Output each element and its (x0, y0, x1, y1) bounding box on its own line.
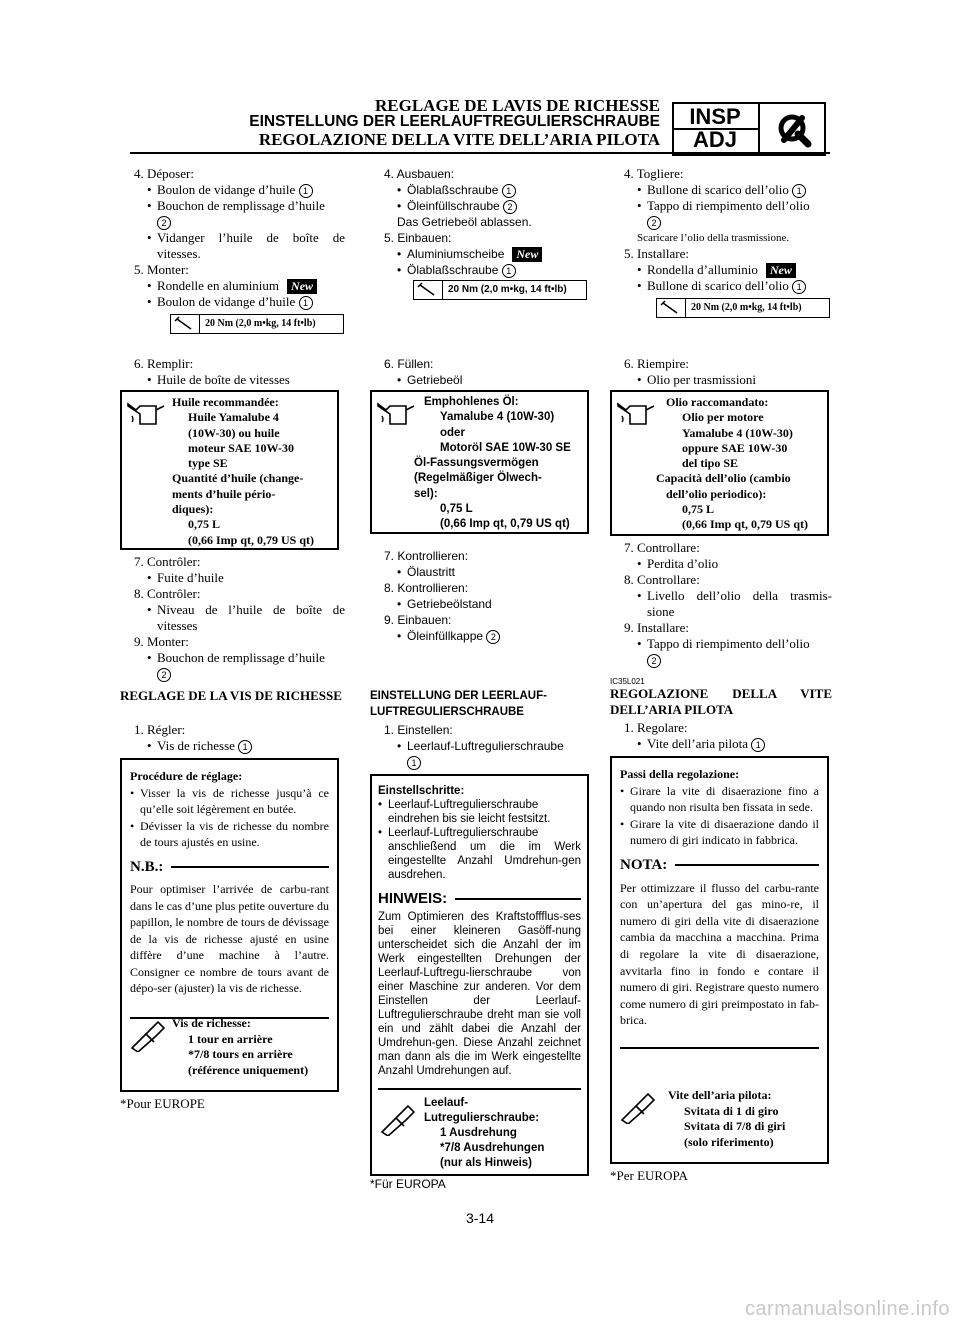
list-item: • Livello dell’olio della trasmis-sione (647, 588, 832, 620)
list-item: • Perdita d’olio (647, 556, 832, 572)
watermark: carmanualsonline.info (744, 1298, 950, 1320)
list-item: • Öleinfüllschraube 2 (407, 198, 592, 214)
step-note: Das Getriebeöl ablassen. (397, 215, 532, 229)
step-5: 5. Einbauen: (384, 231, 452, 245)
reference-code: IC35L021 (610, 677, 645, 686)
screwdriver-icon (128, 1018, 168, 1052)
note-text: Zum Optimieren des Kraftstoffflus-ses bei einer kleineren Gasöff-nung unterscheidet sich die Anzahl der im Werk eingestellten Drehungen der Leerlauf-Luftregu-lierschraube von einer Maschine zur anderen. Vor dem Einstellen der Leerlauf-Luftregulierschraube dreht man sie voll ein und zählt dabei die Anzahl der Umdrehun-gen. Diese Anzahl zeichnet man dann als die im Werk eingestellte Anzahl Umdrehungen auf. (378, 911, 581, 1077)
footnote: *Pour EUROPE (120, 1096, 205, 1111)
list-item: • Niveau de l’huile de boîte de vitesses (157, 602, 345, 634)
step-4: 4. Déposer: (134, 166, 194, 181)
list-item: • Tappo di riempimento dell’olio 2 (647, 636, 832, 668)
spec-panel: Vite dell’aria pilota: Svitata di 1 di giro Svitata di 7/8 di giri (solo riferimento) (612, 1084, 827, 1160)
footnote: *Für EUROPA (370, 1177, 446, 1191)
step-8: 8. Controllare: (624, 572, 700, 587)
step-9: 9. Monter: (134, 634, 189, 649)
procedure-box: Procédure de réglage: • Visser la vis de richesse jusqu’à ce qu’elle soit légèrement en butée. • Dévisser la vis de richesse du nombre de tours ajustés en usine. N.B.: Pour optimiser l’arrivée de carbu-rant dans le cas d’une plus petite ouverture du papillon, le nombre de tours de dévissage de la vis de richesse ajusté en usine diffère d’une machine à l’autre. Consigner ce nombre de tours avant de dépo-ser (ajuster) la vis de richesse. Vis de richesse: 1 tour en arrière *7/8 tours en arrière (référence uniquement) (120, 758, 339, 1092)
list-item: • Olio per trasmissioni (647, 372, 832, 388)
adjust-step: 1. Régler: (134, 722, 186, 737)
section-heading: EINSTELLUNG DER LEERLAUF-LUFTREGULIERSCHRAUBE (370, 690, 547, 718)
page-number: 3-14 (465, 1210, 495, 1226)
list-item: • Boulon de vidange d’huile 1 (157, 182, 345, 198)
note-heading: N.B.: (130, 858, 164, 875)
note-text: Per ottimizzare il flusso del carbu-rante con un’apertura del gas mino-re, il numero di giri della vite di disaerazione cambia da macchina a macchina. Prima di regolare la vite di disaerazione, avvitarla fino in fondo e contare il numero di giri. Registrare questo numero come numero di giri preimpostato in fab-brica. (620, 880, 819, 1028)
list-item: • Vite dell’aria pilota 1 (647, 736, 832, 752)
list-item: • Vis de richesse 1 (157, 738, 345, 754)
list-item: • Boulon de vidange d’huile 1 (157, 294, 345, 310)
list-item: • Bouchon de remplissage d’huile 2 (157, 650, 345, 682)
list-item: • Ölablaßschraube 1 (407, 262, 592, 278)
note-text: Pour optimiser l’arrivée de carbu-rant dans le cas d’une plus petite ouverture du papillon, le nombre de tours de dévissage de la vis de richesse ajusté en usine diffère d’une machine à l’autre. Consigner ce nombre de tours avant de dépo-ser (ajuster) la vis de richesse. (130, 882, 329, 995)
badge-adj: ADJ (692, 127, 737, 152)
section-heading: REGOLAZIONE DELLA VITE DELL’ARIA PILOTA (610, 686, 832, 717)
list-item: • Aluminiumscheibe New (407, 246, 592, 262)
oil-spec-box: Huile recommandée: Huile Yamalube 4 (10W-30) ou huile moteur SAE 10W-30 type SE Quantité d’huile (change- ments d’huile pério- diques): 0,75 L (0,66 Imp qt, 0,79 US qt) (120, 390, 339, 550)
list-item: • Bouchon de remplissage d’huile 2 (157, 198, 345, 230)
screwdriver-icon (618, 1090, 658, 1124)
title-fr: REGLAGE DE LAVIS DE RICHESSE (375, 96, 660, 115)
step-8: 8. Kontrollieren: (384, 581, 469, 595)
procedure-box: Einstellschritte: • Leerlauf-Luftregulierschraube eindrehen bis sie leicht festsitzt. • Leerlauf-Luftregulierschraube anschließend um die im Werk eingestellte Anzahl Umdrehun-gen ausdrehen. HINWEIS: Zum Optimieren des Kraftstoffflus-ses bei einer kleineren Gasöff-nung unterscheidet sich die Anzahl der im Werk eingestellten Drehungen der Leerlauf-Luftregu-lierschraube von einer Maschine zur anderen. Vor dem Einstellen der Leerlauf-Luftregulierschraube dreht man sie voll ein und zählt dabei die Anzahl der Umdrehun-gen. Diese Anzahl zeichnet man dann als die im Werk eingestellte Anzahl Umdrehungen auf. Leelauf- Lutregulierschraube: 1 Ausdrehung *7/8 Ausdrehungen (nur als Hinweis) (370, 774, 589, 1176)
step-7: 7. Controllare: (624, 540, 700, 555)
step-9: 9. Einbauen: (384, 613, 452, 627)
list-item: • Bullone di scarico dell’olio 1 (647, 182, 832, 198)
list-item: • Rondelle en aluminium New (157, 278, 345, 294)
torque-spec: 20 Nm (2,0 m•kg, 14 ft•lb) (170, 314, 344, 334)
note-heading: HINWEIS: (378, 890, 448, 907)
footnote: *Per EUROPA (610, 1168, 688, 1183)
step-7: 7. Kontrollieren: (384, 549, 469, 563)
page-header (130, 94, 830, 156)
section-badge (672, 102, 826, 156)
step-4: 4. Togliere: (624, 166, 684, 181)
step-note: • Vidanger l’huile de boîte de vitesses. (157, 230, 345, 262)
step-6: 6. Füllen: (384, 357, 434, 371)
note-heading: NOTA: (620, 856, 668, 873)
list-item: • Huile de boîte de vitesses (157, 372, 345, 388)
oil-can-icon (126, 396, 166, 428)
list-item: • Fuite d’huile (157, 570, 345, 586)
oil-can-icon (376, 396, 416, 428)
procedure-box: Passi della regolazione: • Girare la vite di disaerazione fino a quando non risulta ben fissata in sede. • Girare la vite di disaerazione dando il numero di giri indicato in fabbrica. NOTA: Per ottimizzare il flusso del carbu-rante con un’apertura del gas mino-re, il numero di giri della vite di disaerazione cambia da macchina a macchina. Prima di regolare la vite di disaerazione, avvitarla fino in fondo e contare il numero di giri. Registrare questo numero come numero di giri preimpostato in fab-brica. Vite dell’aria pilota: Svitata di 1 di giro Svitata di 7/8 di giri (solo riferimento) (610, 756, 829, 1164)
list-item: • Bullone di scarico dell’olio 1 (647, 278, 832, 294)
title-it: REGOLAZIONE DELLA VITE DELL’ARIA PILOTA (258, 130, 660, 149)
list-item: • Getriebeölstand (407, 596, 592, 612)
torque-spec: 20 Nm (2,0 m•kg, 14 ft•lb) (656, 298, 830, 318)
screwdriver-icon (378, 1102, 418, 1136)
torque-spec: 20 Nm (2,0 m•kg, 14 ft•lb) (413, 280, 587, 300)
list-item: • Rondella d’alluminio New (647, 262, 832, 278)
torque-wrench-icon (171, 315, 200, 333)
step-4: 4. Ausbauen: (384, 167, 455, 181)
wrench-screwdriver-icon (774, 110, 814, 150)
spec-panel: Leelauf- Lutregulierschraube: 1 Ausdrehung *7/8 Ausdrehungen (nur als Hinweis) (372, 1094, 587, 1172)
step-note: Scaricare l’olio della trasmissione. (637, 232, 790, 245)
adjust-step: 1. Einstellen: (384, 723, 453, 737)
oil-spec-box: Emphohlenes Öl: Yamalube 4 (10W-30) oder Motoröl SAE 10W-30 SE Öl-Fassungsvermögen (Regelmäßiger Ölwech- sel): 0,75 L (0,66 Imp qt, 0,79 US qt) (370, 390, 589, 534)
step-6: 6. Riempire: (624, 356, 689, 371)
list-item: • Leerlauf-Luftregulierschraube 1 (407, 738, 592, 770)
title-de: EINSTELLUNG DER LEERLAUFTREGULIERSCHRAUBE (249, 113, 660, 130)
step-5: 5. Monter: (134, 262, 189, 278)
step-7: 7. Contrôler: (134, 554, 201, 569)
step-9: 9. Installare: (624, 620, 689, 635)
list-item: • Ölablaßschraube 1 (407, 182, 592, 198)
list-item: • Getriebeöl (407, 372, 592, 388)
spec-panel: Vis de richesse: 1 tour en arrière *7/8 tours en arrière (référence uniquement) (122, 1012, 337, 1086)
adjust-step: 1. Regolare: (624, 720, 688, 735)
step-6: 6. Remplir: (134, 356, 194, 371)
oil-spec-box: Olio raccomandato: Olio per motore Yamalube 4 (10W-30) oppure SAE 10W-30 del tipo SE Capacità dell’olio (cambio dell’olio periodico): 0,75 L (0,66 Imp qt, 0,79 US qt) (610, 390, 829, 536)
list-item: • Ölaustritt (407, 564, 592, 580)
step-5: 5. Installare: (624, 246, 689, 262)
section-heading: REGLAGE DE LA VIS DE RICHESSE (120, 688, 342, 703)
torque-wrench-icon (657, 299, 686, 317)
step-8: 8. Contrôler: (134, 586, 201, 601)
list-item: • Tappo di riempimento dell’olio 2 (647, 198, 832, 230)
oil-can-icon (616, 396, 656, 428)
torque-wrench-icon (414, 281, 443, 299)
list-item: • Öleinfüllkappe 2 (407, 628, 592, 644)
badge-insp: INSP (689, 104, 741, 129)
